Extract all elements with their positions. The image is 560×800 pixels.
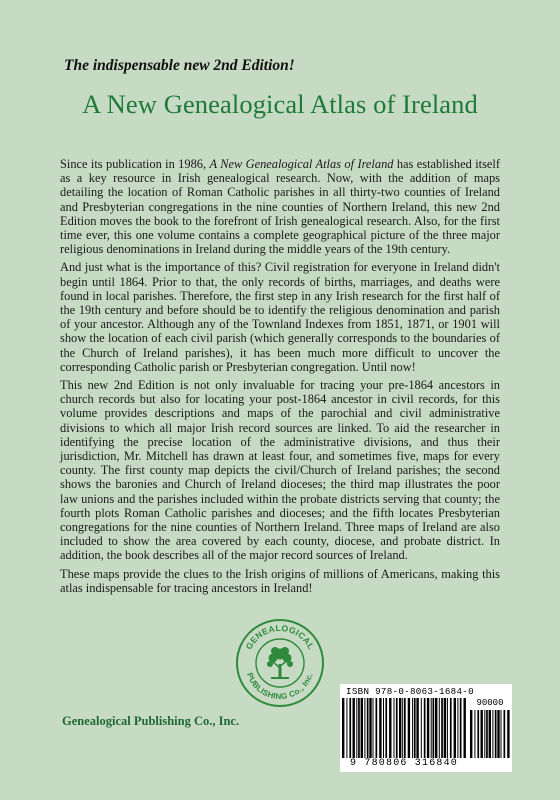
description-text [60, 157, 500, 599]
price-addon-barcode [470, 710, 510, 758]
ean-digits: 9 780806 316840 [349, 758, 458, 769]
book-title: A New Genealogical Atlas of Ireland [82, 89, 478, 119]
isbn-number: ISBN 978-0-8063-1684-0 [346, 686, 474, 697]
publisher-seal-logo [235, 618, 325, 708]
book-title-italic: A New Genealogical Atlas of Ireland [209, 157, 394, 171]
barcode-label [340, 684, 512, 772]
edition-tagline: The indispensable new 2nd Edition! [64, 57, 295, 74]
svg-text:GENEALOGICAL [244, 623, 317, 651]
ean-barcode [342, 698, 466, 758]
price-addon-number: 90000 [476, 698, 504, 708]
paragraph-closing: These maps provide the clues to the Irish origins of millions of Americans, making this atlas indispensable for tracing ancestors in Ireland! [60, 566, 500, 595]
paragraph-contents: This new 2nd Edition is not only invaluable for tracing your pre-1864 ancestors in church records but also for locating your post-1864 ancestor in civil records, for this volume provides descriptions and maps of the parochial and civil administrative divisions to which all major Irish record sources are linked. To aid the researcher in identifying the precise location of the administrative divisions, and thus their jurisdiction, Mr. Mitchell has drawn at least four, and sometimes five, maps for every county. The first county map depicts the civil/Church of Ireland parishes; the second shows the baronies and Church of Ireland dioceses; the third map illustrates the poor law unions and the parishes included within the probate districts serving that county; the fourth plots Roman Catholic parishes and dioceses; and the fifth locates Presbyterian congregations for the nine counties of Northern Ireland. Three maps of Ireland are also included to show the area covered by each county, diocese, and probate district. In addition, the book describes all of the major record sources of Ireland. [60, 378, 500, 563]
seal-top-text: GENEALOGICAL [243, 622, 317, 652]
paragraph-importance: And just what is the importance of this? Civil registration for everyone in Ireland didn't begin until 1864. Prior to that, the only records of births, marriages, and deaths were found in local parishes. Therefore, the first step in any Irish research for the first half of the 19th century and before should be to identify the religious denomination and parish of your ancestor. Although any of the Townland Indexes from 1851, 1871, or 1901 will show the location of each civil parish (which generally corresponds to the boundaries of the Church of Ireland parishes), it has been much more difficult to uncover the corresponding Catholic parish or Presbyterian congregation. Until now! [60, 260, 500, 374]
seal-bottom-text: PUBLISHING Co., Inc. [245, 671, 315, 702]
tree-icon [267, 647, 293, 679]
paragraph-intro: Since its publication in 1986, A New Genealogical Atlas of Ireland has established itself as a key resource in Irish genealogical research. Now, with the addition of maps detailing the location of Roman Catholic parishes in all thirty-two counties of Ireland and Presbyterian congregations in the nine counties of Northern Ireland, this new 2nd Edition moves the book to the forefront of Irish genealogical research. Also, for the first time ever, this one volume contains a complete geographical picture of the three major religious denominations in Ireland during the middle years of the 19th century. [60, 157, 500, 257]
publisher-name: Genealogical Publishing Co., Inc. [62, 714, 240, 728]
